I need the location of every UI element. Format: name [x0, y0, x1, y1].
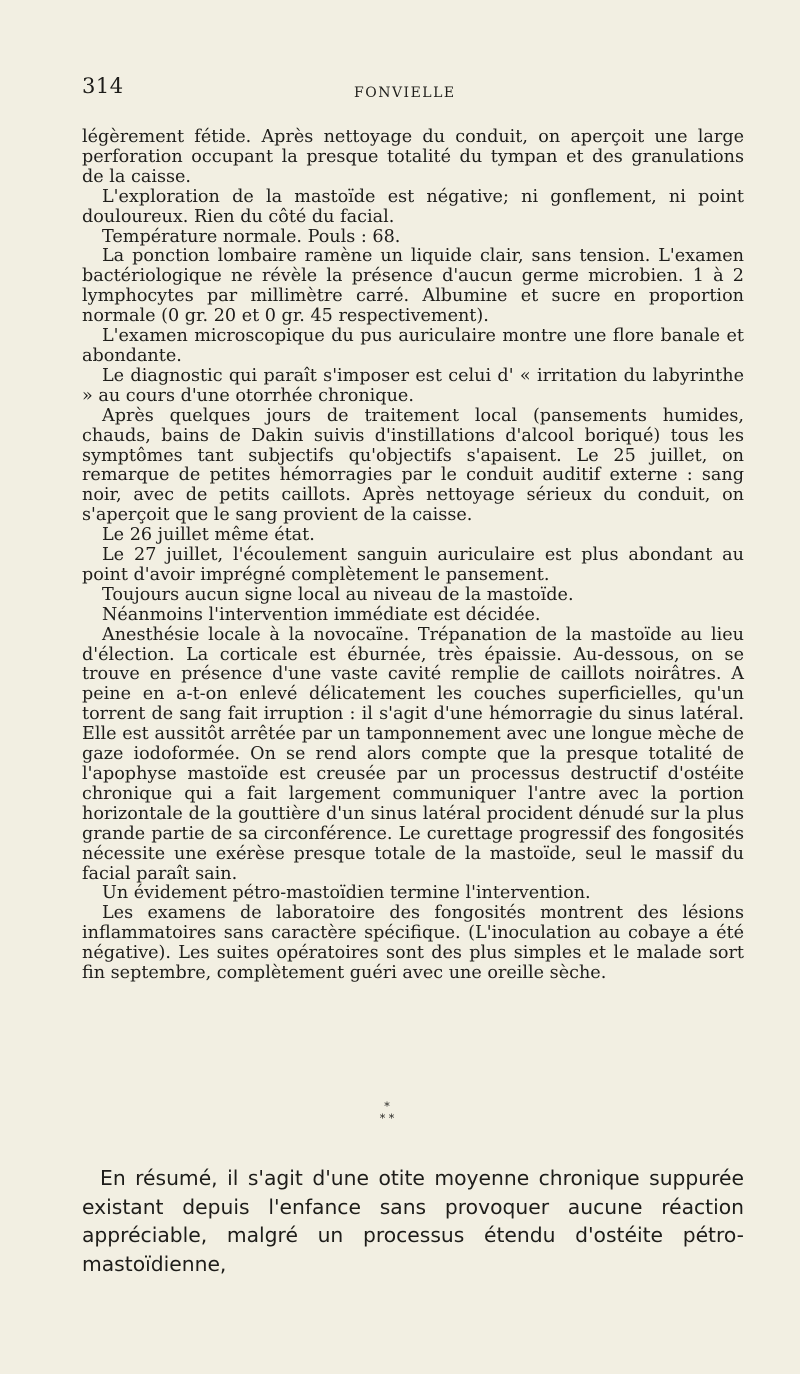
paragraph: Anesthésie locale à la novocaïne. Trépanation de la mastoïde au lieu d'élection. La corticale est éburnée, très épaissie. Au-dessous, on se trouve en présence d'une vaste cavité remplie de caillots noirâtres. A peine en a-t-on enlevé délicatement les couches superficielles, qu'un torrent de sang fait irruption : il s'agit d'une hémorragie du sinus latéral. Elle est aussitôt arrêtée par un tamponnement avec une longue mèche de gaze iodoformée. On se rend alors compte que la presque totalité de l'apophyse mastoïde est creusée par un processus destructif d'ostéite chronique qui a fait largement communiquer l'antre avec la portion horizontale de la gouttière d'un sinus latéral procident dénudé sur la plus grande partie de sa circonférence. Le curettage progressif des fongosités nécessite une exérèse presque totale de la mastoïde, seul le massif du facial paraît sain. — [82, 624, 744, 884]
asterism-bottom: * * — [379, 1112, 395, 1125]
asterism-top: * — [384, 1100, 390, 1113]
paragraph: Un évidement pétro-mastoïdien termine l'intervention. — [102, 883, 591, 904]
paragraph: Température normale. Pouls : 68. — [102, 226, 401, 247]
paragraph: Après quelques jours de traitement local (pansements humides, chauds, bains de Dakin suivis d'instillations d'alcool boriqué) tous les symptômes tant subjectifs qu'objectifs s'apaisent. Le 25 juillet, on remarque de petites hémorragies par le conduit auditif externe : sang noir, avec de petits caillots. Après nettoyage sérieux du conduit, on s'aperçoit que le sang provient de la caisse. — [82, 405, 744, 526]
running-title: FONVIELLE — [354, 85, 456, 101]
paragraph: Néanmoins l'intervention immédiate est décidée. — [102, 604, 541, 625]
paragraph: L'exploration de la mastoïde est négative; ni gonflement, ni point douloureux. Rien du côté du facial. — [82, 186, 744, 227]
body-text — [82, 128, 744, 984]
paragraph: L'examen microscopique du pus auriculaire montre une flore banale et abondante. — [82, 326, 744, 366]
paragraph: Le 27 juillet, l'écoulement sanguin auriculaire est plus abondant au point d'avoir imprégné complètement le pansement. — [82, 545, 744, 585]
page-number: 314 — [82, 74, 124, 98]
paragraph: légèrement fétide. Après nettoyage du conduit, on aperçoit une large perforation occupant la presque totalité du tympan et des granulations de la caisse. — [82, 127, 744, 187]
paragraph: La ponction lombaire ramène un liquide clair, sans tension. L'examen bactériologique ne révèle la présence d'aucun germe microbien. 1 à 2 lymphocytes par millimètre carré. Albumine et sucre en proportion normale (0 gr. 20 et 0 gr. 45 respectivement). — [82, 246, 744, 327]
summary-paragraph: En résumé, il s'agit d'une otite moyenne chronique suppurée existant depuis l'enfance sans provoquer aucune réaction appréciable, malgré un processus étendu d'ostéite pétro-mastoïdienne, — [82, 1166, 744, 1276]
summary-section — [82, 1164, 744, 1278]
asterism-separator — [372, 1101, 402, 1125]
paragraph: Toujours aucun signe local au niveau de la mastoïde. — [102, 584, 574, 605]
paragraph: Le 26 juillet même état. — [102, 525, 315, 546]
page-header — [82, 74, 742, 104]
paragraph: Le diagnostic qui paraît s'imposer est celui d' « irritation du labyrinthe » au cours d'une otorrhée chronique. — [82, 365, 744, 406]
paragraph: Les examens de laboratoire des fongosités montrent des lésions inflammatoires sans caractère spécifique. (L'inoculation au cobaye a été négative). Les suites opératoires sont des plus simples et le malade sort fin septembre, complètement guéri avec une oreille sèche. — [82, 903, 744, 984]
